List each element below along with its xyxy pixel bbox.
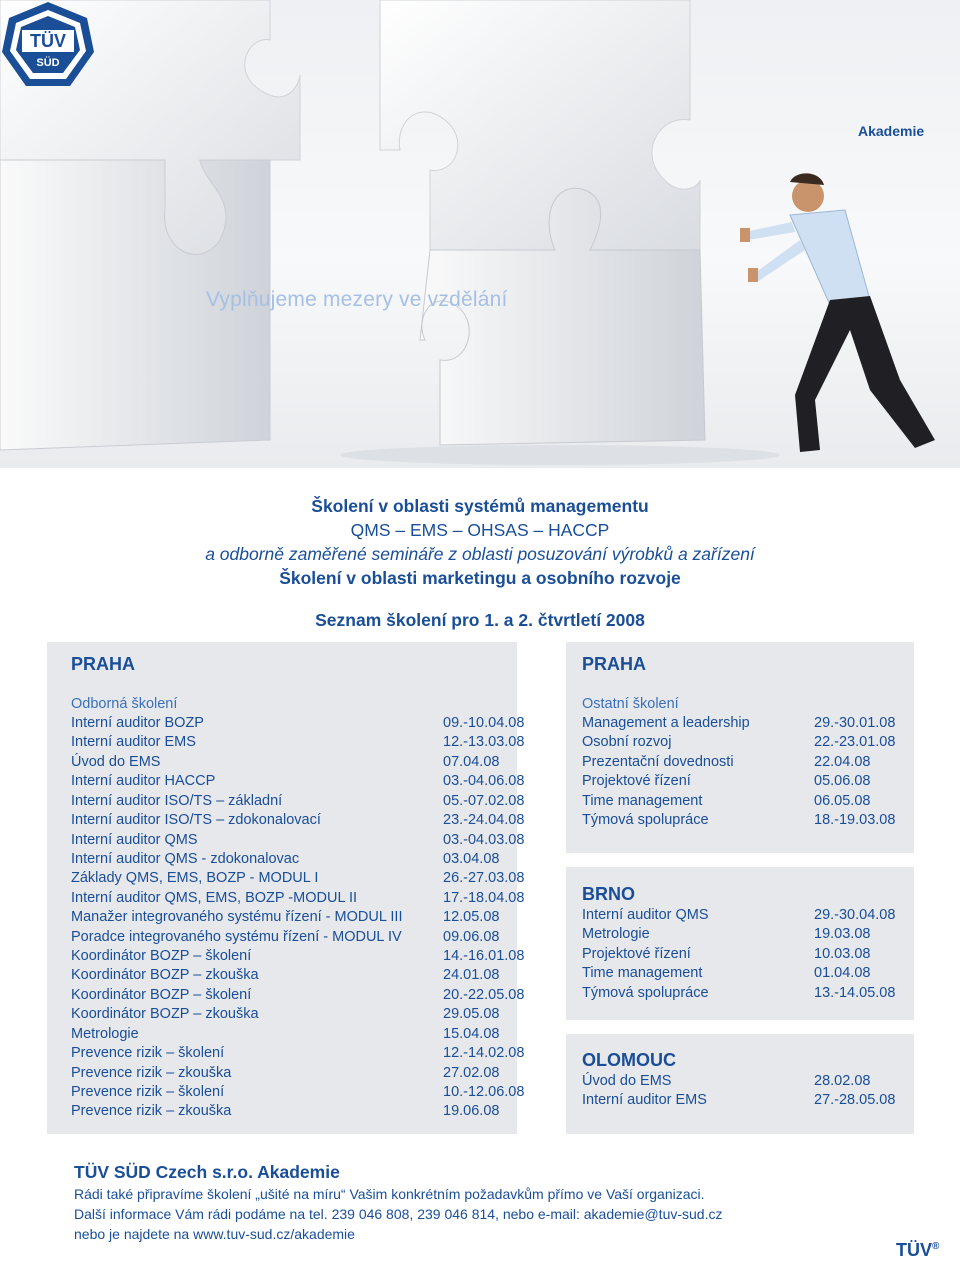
course-row <box>71 1005 500 1024</box>
course-name: Prevence rizik – školení <box>71 1045 225 1062</box>
intro-line-4: Školení v oblasti marketingu a osobního rozvoje <box>279 568 681 588</box>
course-name: Základy QMS, EMS, BOZP - MODUL I <box>71 870 319 887</box>
course-name: Interní auditor QMS - zdokonalovac <box>71 850 300 867</box>
course-name: Osobní rozvoj <box>582 734 672 751</box>
course-date: 22.-23.01.08 <box>814 734 896 751</box>
tuv-trademark <box>896 1240 939 1261</box>
course-name: Prevence rizik – zkouška <box>71 1103 232 1120</box>
course-date: 27.-28.05.08 <box>814 1092 896 1109</box>
puzzle-illustration <box>0 0 960 468</box>
course-date: 05.-07.02.08 <box>443 792 525 809</box>
intro-line-2: QMS – EMS – OHSAS – HACCP <box>350 520 610 540</box>
course-name: Koordinátor BOZP – zkouška <box>71 1006 259 1023</box>
tuv-mark-text: TÜV <box>896 1240 932 1260</box>
course-name: Prevence rizik – zkouška <box>71 1064 232 1081</box>
right-courses-panel <box>566 642 914 1134</box>
course-row <box>582 964 871 983</box>
course-date: 01.04.08 <box>814 965 871 982</box>
course-date: 13.-14.05.08 <box>814 984 896 1001</box>
course-name: Úvod do EMS <box>582 1073 672 1089</box>
course-date: 26.-27.03.08 <box>443 870 525 887</box>
course-name: Interní auditor ISO/TS – základní <box>71 792 283 809</box>
course-date: 12.-13.03.08 <box>443 734 525 751</box>
registered-mark: ® <box>932 1241 940 1252</box>
footer-line-3: nebo je najdete na www.tuv-sud.cz/akademie <box>74 1226 355 1242</box>
course-name: Projektové řízení <box>582 773 691 790</box>
course-row <box>71 1083 525 1102</box>
course-date: 10.-12.06.08 <box>443 1083 525 1100</box>
course-name: Manažer integrovaného systému řízení - MODUL III <box>71 909 403 926</box>
footer-line-2: Další informace Vám rádi podáme na tel. 239 046 808, 239 046 814, nebo e-mail: akademie@tuv-sud.cz <box>74 1206 723 1222</box>
course-row <box>582 772 871 791</box>
course-row <box>582 1091 896 1110</box>
course-date: 29.05.08 <box>443 1006 500 1023</box>
course-name: Prezentační dovednosti <box>582 753 734 770</box>
course-name: Interní auditor EMS <box>71 734 196 751</box>
course-date: 19.06.08 <box>443 1103 500 1120</box>
course-date: 06.05.08 <box>814 792 871 809</box>
panel-city-title: PRAHA <box>71 654 136 674</box>
course-row <box>71 966 500 985</box>
course-date: 03.-04.03.08 <box>443 831 525 848</box>
course-date: 29.-30.04.08 <box>814 907 896 923</box>
course-row <box>71 1044 525 1063</box>
course-row <box>71 733 525 752</box>
course-row <box>71 772 525 791</box>
logo-brand-text: TÜV <box>30 31 66 51</box>
panel-divider <box>566 853 914 867</box>
ostatni-section-title: Ostatní školení <box>582 696 679 712</box>
tuv-logo <box>0 0 96 118</box>
course-date: 20.-22.05.08 <box>443 986 525 1003</box>
logo-sub-text: SÜD <box>36 57 60 69</box>
course-row <box>71 811 525 830</box>
list-title: Seznam školení pro 1. a 2. čtvrtletí 2008 <box>315 610 645 630</box>
course-row <box>71 831 525 850</box>
course-row <box>582 733 896 752</box>
man-figure <box>740 173 935 452</box>
course-name: Interní auditor HACCP <box>71 773 216 790</box>
course-row <box>582 1072 871 1091</box>
footer-title: TÜV SÜD Czech s.r.o. Akademie <box>74 1162 340 1182</box>
course-row <box>582 925 871 944</box>
course-row <box>582 984 896 1003</box>
course-name: Úvod do EMS <box>71 753 161 770</box>
course-row <box>71 1025 500 1044</box>
course-date: 18.-19.03.08 <box>814 812 896 829</box>
course-row <box>71 928 500 947</box>
intro-line-1: Školení v oblasti systémů managementu <box>311 496 649 516</box>
course-name: Interní auditor EMS <box>582 1092 707 1109</box>
course-date: 24.01.08 <box>443 967 500 984</box>
course-name: Poradce integrovaného systému řízení - MODUL IV <box>71 928 402 945</box>
course-date: 05.06.08 <box>814 773 871 790</box>
course-row <box>582 714 896 733</box>
course-name: Koordinátor BOZP – školení <box>71 948 252 965</box>
course-row <box>71 1102 500 1121</box>
praha-odborna-panel <box>47 642 525 1134</box>
course-date: 03.-04.06.08 <box>443 773 525 790</box>
course-name: Metrologie <box>582 926 650 943</box>
course-name: Interní auditor ISO/TS – zdokonalovací <box>71 812 321 829</box>
course-date: 29.-30.01.08 <box>814 715 896 731</box>
course-row <box>71 908 500 927</box>
brno-city-title: BRNO <box>582 884 635 904</box>
hero-tagline: Vyplňujeme mezery ve vzdělání <box>206 288 508 311</box>
panel-section-title: Odborná školení <box>71 696 178 712</box>
course-row <box>582 906 896 925</box>
course-name: Projektové řízení <box>582 945 691 962</box>
course-name: Interní auditor QMS <box>582 907 709 923</box>
course-date: 12.-14.02.08 <box>443 1045 525 1062</box>
course-row <box>582 945 871 964</box>
course-name: Metrologie <box>71 1025 139 1042</box>
course-row <box>582 811 896 830</box>
course-row <box>71 947 525 966</box>
intro-line-3: a odborně zaměřené semináře z oblasti posuzování výrobků a zařízení <box>205 544 755 564</box>
course-date: 19.03.08 <box>814 926 871 943</box>
course-name: Týmová spolupráce <box>582 984 709 1001</box>
course-name: Prevence rizik – školení <box>71 1083 225 1100</box>
logo-caption: Akademie <box>858 123 925 139</box>
course-row <box>71 889 525 908</box>
hero-image <box>0 0 960 468</box>
footer-line-1: Rádi také připravíme školení „ušité na míru“ Vašim konkrétním požadavkům přímo ve Vaší organizaci. <box>74 1186 705 1202</box>
course-row <box>71 753 500 772</box>
course-name: Týmová spolupráce <box>582 812 709 829</box>
course-name: Interní auditor QMS <box>71 831 198 848</box>
course-row <box>71 1064 500 1083</box>
panel-divider <box>566 1020 914 1034</box>
course-date: 09.-10.04.08 <box>443 715 525 731</box>
course-row <box>71 986 525 1005</box>
course-date: 14.-16.01.08 <box>443 948 525 965</box>
course-date: 09.06.08 <box>443 928 500 945</box>
praha-city-title: PRAHA <box>582 654 647 674</box>
olomouc-city-title: OLOMOUC <box>582 1050 676 1070</box>
course-date: 23.-24.04.08 <box>443 812 525 829</box>
course-name: Management a leadership <box>582 715 750 731</box>
course-row <box>71 850 500 869</box>
course-name: Interní auditor QMS, EMS, BOZP -MODUL II <box>71 889 358 906</box>
course-row <box>582 753 871 772</box>
course-date: 15.04.08 <box>443 1025 500 1042</box>
course-date: 27.02.08 <box>443 1064 500 1081</box>
course-date: 12.05.08 <box>443 909 500 926</box>
course-date: 28.02.08 <box>814 1073 871 1089</box>
course-row <box>582 792 871 811</box>
course-date: 10.03.08 <box>814 945 871 962</box>
course-name: Koordinátor BOZP – zkouška <box>71 967 259 984</box>
course-row <box>71 792 525 811</box>
course-row <box>71 869 525 888</box>
course-date: 17.-18.04.08 <box>443 889 525 906</box>
course-date: 22.04.08 <box>814 753 871 770</box>
course-date: 07.04.08 <box>443 753 500 770</box>
course-row <box>71 714 525 733</box>
course-name: Interní auditor BOZP <box>71 715 204 731</box>
course-name: Time management <box>582 792 703 809</box>
course-name: Time management <box>582 965 703 982</box>
course-name: Koordinátor BOZP – školení <box>71 986 252 1003</box>
course-date: 03.04.08 <box>443 850 500 867</box>
